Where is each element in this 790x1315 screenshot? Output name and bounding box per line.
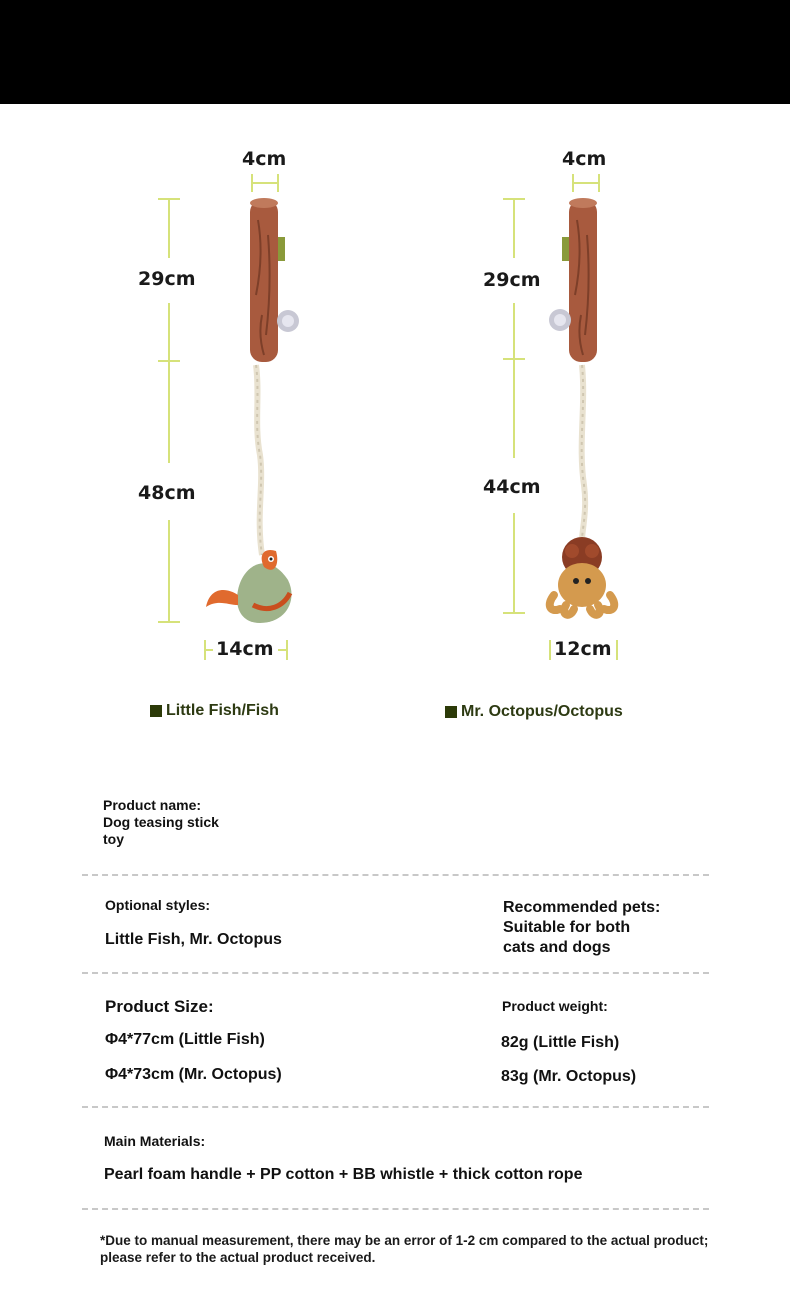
- optional-styles-label: Optional styles:: [105, 897, 211, 913]
- fish-rope-rule-top: [168, 303, 170, 463]
- octopus-handle-label: 29cm: [483, 269, 541, 291]
- recommended-pets-line2: cats and dogs: [503, 939, 611, 956]
- style-legend-octopus: [445, 703, 623, 721]
- style-legend-fish-label: Little Fish/Fish: [166, 702, 279, 719]
- product-name-value-line1: Dog teasing stick: [103, 814, 219, 830]
- footnote-line2: please refer to the actual product received.: [100, 1250, 376, 1265]
- octopus-handle-rule-top: [513, 198, 515, 258]
- recommended-pets-label: Recommended pets:: [503, 899, 661, 916]
- product-name-block: [103, 797, 219, 848]
- fish-rope-rule-bottom: [168, 520, 170, 622]
- recommended-pets-line1: Suitable for both: [503, 919, 631, 936]
- style-legend-fish: [150, 702, 279, 720]
- product-size-fish: Φ4*77cm (Little Fish): [105, 1031, 265, 1048]
- fish-rope-label: 48cm: [138, 482, 196, 504]
- divider: [82, 972, 709, 974]
- octopus-toy-image: [540, 195, 630, 620]
- top-black-band: [0, 0, 790, 104]
- fish-toy-image: [198, 195, 308, 630]
- legend-square-icon: [150, 705, 162, 717]
- divider: [82, 874, 709, 876]
- optional-styles-value: Little Fish, Mr. Octopus: [105, 931, 282, 948]
- main-materials-value: Pearl foam handle + PP cotton + BB whistle + thick cotton rope: [104, 1166, 583, 1183]
- fish-width-top-rule: [252, 182, 278, 184]
- fish-handle-rule-top: [168, 198, 170, 258]
- octopus-rope-rule-top: [513, 303, 515, 458]
- octopus-width-bottom-label: 12cm: [554, 638, 612, 660]
- product-weight-fish: 82g (Little Fish): [501, 1034, 620, 1051]
- fish-width-bottom-label: 14cm: [216, 638, 274, 660]
- fish-width-top-label: 4cm: [242, 148, 287, 170]
- recommended-pets-block: [503, 898, 660, 958]
- fish-handle-label: 29cm: [138, 268, 196, 290]
- divider: [82, 1106, 709, 1108]
- measurement-footnote: [100, 1232, 760, 1266]
- product-size-label: Product Size:: [105, 997, 214, 1016]
- style-legend-octopus-label: Mr. Octopus/Octopus: [461, 703, 623, 720]
- product-weight-octopus: 83g (Mr. Octopus): [501, 1068, 637, 1085]
- product-size-octopus: Φ4*73cm (Mr. Octopus): [105, 1066, 282, 1083]
- octopus-rope-rule-bottom: [513, 513, 515, 613]
- octopus-rope-label: 44cm: [483, 476, 541, 498]
- footnote-line1: *Due to manual measurement, there may be an error of 1-2 cm compared to the actual product;: [100, 1233, 709, 1248]
- product-weight-label: Product weight:: [502, 998, 608, 1014]
- divider: [82, 1208, 709, 1210]
- product-name-label: Product name:: [103, 797, 202, 813]
- legend-square-icon: [445, 706, 457, 718]
- octopus-width-top-label: 4cm: [562, 148, 607, 170]
- product-name-value-line2: toy: [103, 831, 124, 847]
- main-materials-label: Main Materials:: [104, 1133, 206, 1149]
